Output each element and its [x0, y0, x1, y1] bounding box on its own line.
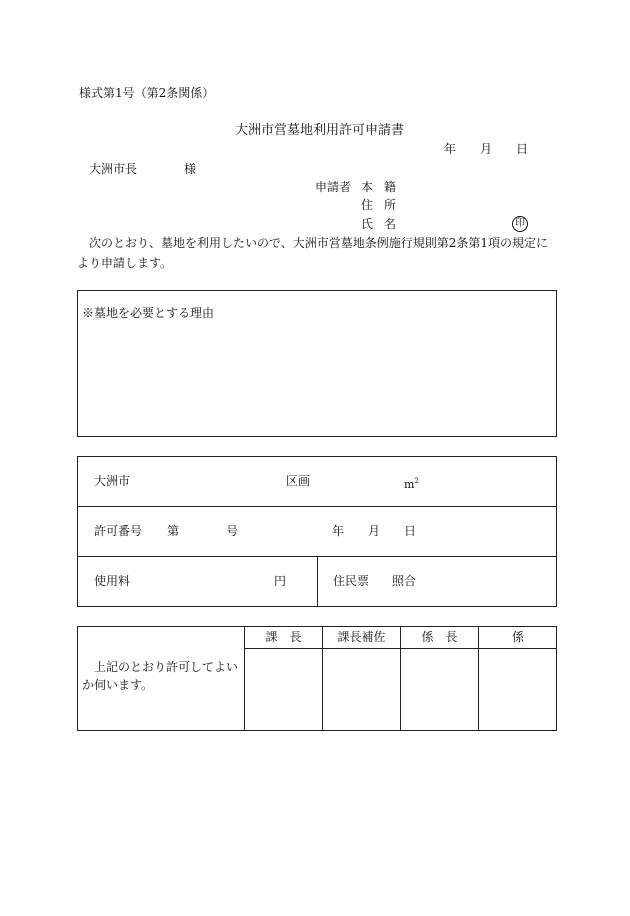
name-label-1: 氏	[361, 217, 374, 231]
info-column-divider	[317, 556, 318, 607]
approval-header-kacho: 課 長	[265, 630, 302, 644]
info-row-divider-1	[77, 506, 557, 507]
approval-header-kakaricho: 係 長	[421, 630, 458, 644]
stamp-cell-kacho[interactable]	[245, 649, 322, 730]
seal-mark: 印	[512, 216, 528, 232]
permit-day-label: 日	[404, 524, 417, 538]
city-label: 大洲市	[94, 474, 131, 488]
yen-label: 円	[274, 574, 287, 588]
date-month-label: 月	[480, 142, 493, 156]
stamp-cell-kakaricho[interactable]	[401, 649, 478, 730]
permit-year-label: 年	[332, 524, 345, 538]
stamp-cell-kakari[interactable]	[479, 649, 556, 730]
residence-label: 住民票	[333, 574, 370, 588]
form-number: 様式第1号（第2条関係）	[79, 86, 215, 100]
section-label: 区画	[286, 474, 311, 488]
address-label-1: 住	[361, 198, 374, 212]
permit-go-label: 号	[226, 524, 239, 538]
permit-month-label: 月	[368, 524, 381, 538]
addressee-name: 大洲市長	[89, 162, 138, 176]
fee-label: 使用料	[94, 574, 131, 588]
approval-header-kacho-hosa: 課長補佐	[337, 630, 386, 644]
reason-label: ※墓地を必要とする理由	[82, 306, 215, 320]
honseki-label-1: 本	[361, 180, 374, 194]
name-label-2: 名	[384, 217, 397, 231]
date-day-label: 日	[516, 142, 529, 156]
document-title: 大洲市営墓地利用許可申請書	[235, 123, 405, 138]
permit-dai-label: 第	[167, 524, 180, 538]
area-unit: $m^2$	[404, 477, 419, 491]
approval-header-kakari: 係	[511, 630, 524, 644]
permit-number-label: 許可番号	[94, 524, 143, 538]
address-label-2: 所	[384, 198, 397, 212]
verify-label: 照合	[392, 574, 417, 588]
addressee-honorific: 様	[184, 162, 197, 176]
approval-statement: 上記のとおり許可してよいか伺います。	[82, 660, 239, 692]
application-statement: 次のとおり、墓地を利用したいので、大洲市営墓地条例施行規則第2条第1項の規定により申請します。	[77, 236, 549, 270]
date-year-label: 年	[444, 142, 457, 156]
honseki-label-2: 籍	[384, 180, 397, 194]
stamp-cell-kacho-hosa[interactable]	[323, 649, 400, 730]
applicant-label: 申請者	[315, 180, 352, 194]
